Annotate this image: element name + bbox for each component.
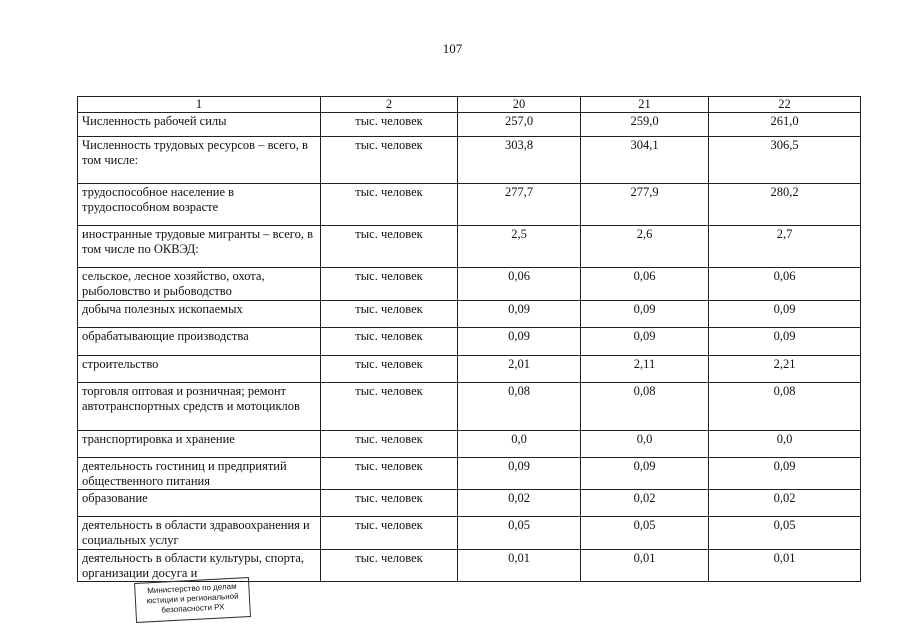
statistics-table <box>77 96 861 582</box>
unit-cell: тыс. человек <box>321 356 458 383</box>
unit-cell: тыс. человек <box>321 268 458 301</box>
value-cell-21: 259,0 <box>581 113 709 137</box>
column-header: 20 <box>458 97 581 113</box>
table-row <box>78 490 861 517</box>
table-row <box>78 113 861 137</box>
value-cell-21: 0,09 <box>581 328 709 356</box>
value-cell-20: 0,09 <box>458 458 581 490</box>
value-cell-21: 0,08 <box>581 383 709 431</box>
value-cell-22: 2,21 <box>709 356 861 383</box>
value-cell-22: 0,0 <box>709 431 861 458</box>
value-cell-21: 277,9 <box>581 184 709 226</box>
row-name-cell: образование <box>78 490 321 517</box>
value-cell-22: 306,5 <box>709 137 861 184</box>
row-name-cell: Численность рабочей силы <box>78 113 321 137</box>
unit-cell: тыс. человек <box>321 113 458 137</box>
unit-cell: тыс. человек <box>321 550 458 582</box>
row-name-cell: иностранные трудовые мигранты – всего, в том числе по ОКВЭД: <box>78 226 321 268</box>
row-name-cell: обрабатывающие производства <box>78 328 321 356</box>
value-cell-22: 0,09 <box>709 301 861 328</box>
table-row <box>78 226 861 268</box>
row-name-cell: сельское, лесное хозяйство, охота, рыболовство и рыбоводство <box>78 268 321 301</box>
unit-cell: тыс. человек <box>321 431 458 458</box>
value-cell-21: 0,01 <box>581 550 709 582</box>
value-cell-21: 2,6 <box>581 226 709 268</box>
value-cell-20: 277,7 <box>458 184 581 226</box>
row-name-cell: транспортировка и хранение <box>78 431 321 458</box>
value-cell-21: 0,09 <box>581 301 709 328</box>
value-cell-20: 2,01 <box>458 356 581 383</box>
table-row <box>78 517 861 550</box>
value-cell-21: 0,02 <box>581 490 709 517</box>
table-row <box>78 356 861 383</box>
table-row <box>78 550 861 582</box>
value-cell-21: 2,11 <box>581 356 709 383</box>
row-name-cell: Численность трудовых ресурсов – всего, в том числе: <box>78 137 321 184</box>
column-header: 2 <box>321 97 458 113</box>
value-cell-22: 0,02 <box>709 490 861 517</box>
column-header: 21 <box>581 97 709 113</box>
value-cell-22: 280,2 <box>709 184 861 226</box>
table-row <box>78 184 861 226</box>
unit-cell: тыс. человек <box>321 517 458 550</box>
table-body <box>78 113 861 582</box>
table-row <box>78 137 861 184</box>
row-name-cell: строительство <box>78 356 321 383</box>
stamp-line: безопасности РХ <box>161 602 225 615</box>
value-cell-20: 0,05 <box>458 517 581 550</box>
value-cell-22: 0,05 <box>709 517 861 550</box>
unit-cell: тыс. человек <box>321 328 458 356</box>
value-cell-22: 0,01 <box>709 550 861 582</box>
row-name-cell: деятельность в области здравоохранения и социальных услуг <box>78 517 321 550</box>
value-cell-21: 0,05 <box>581 517 709 550</box>
value-cell-22: 261,0 <box>709 113 861 137</box>
value-cell-21: 0,06 <box>581 268 709 301</box>
value-cell-20: 2,5 <box>458 226 581 268</box>
value-cell-20: 0,01 <box>458 550 581 582</box>
stamp-line: юстиции и региональной <box>146 591 239 606</box>
row-name-cell: торговля оптовая и розничная; ремонт автотранспортных средств и мотоциклов <box>78 383 321 431</box>
column-header: 22 <box>709 97 861 113</box>
value-cell-20: 0,02 <box>458 490 581 517</box>
row-name-cell: добыча полезных ископаемых <box>78 301 321 328</box>
page-number: 107 <box>442 41 463 56</box>
value-cell-22: 0,09 <box>709 458 861 490</box>
ministry-stamp <box>134 577 251 623</box>
table-row <box>78 458 861 490</box>
table-row <box>78 328 861 356</box>
value-cell-21: 304,1 <box>581 137 709 184</box>
row-name-cell: деятельность в области культуры, спорта, организации досуга и <box>78 550 321 582</box>
value-cell-20: 303,8 <box>458 137 581 184</box>
value-cell-21: 0,09 <box>581 458 709 490</box>
unit-cell: тыс. человек <box>321 137 458 184</box>
table-row <box>78 301 861 328</box>
row-name-cell: деятельность гостиниц и предприятий общественного питания <box>78 458 321 490</box>
value-cell-20: 0,09 <box>458 328 581 356</box>
table-header-row <box>78 97 861 113</box>
value-cell-20: 0,08 <box>458 383 581 431</box>
unit-cell: тыс. человек <box>321 226 458 268</box>
value-cell-22: 2,7 <box>709 226 861 268</box>
unit-cell: тыс. человек <box>321 458 458 490</box>
value-cell-21: 0,0 <box>581 431 709 458</box>
table-row <box>78 268 861 301</box>
row-name-cell: трудоспособное население в трудоспособном возрасте <box>78 184 321 226</box>
value-cell-22: 0,08 <box>709 383 861 431</box>
unit-cell: тыс. человек <box>321 490 458 517</box>
value-cell-20: 257,0 <box>458 113 581 137</box>
value-cell-20: 0,09 <box>458 301 581 328</box>
table-row <box>78 383 861 431</box>
table-row <box>78 431 861 458</box>
value-cell-22: 0,09 <box>709 328 861 356</box>
value-cell-20: 0,06 <box>458 268 581 301</box>
unit-cell: тыс. человек <box>321 184 458 226</box>
unit-cell: тыс. человек <box>321 383 458 431</box>
value-cell-22: 0,06 <box>709 268 861 301</box>
value-cell-20: 0,0 <box>458 431 581 458</box>
unit-cell: тыс. человек <box>321 301 458 328</box>
stamp-line: Министерство по делам <box>146 581 237 596</box>
column-header: 1 <box>78 97 321 113</box>
